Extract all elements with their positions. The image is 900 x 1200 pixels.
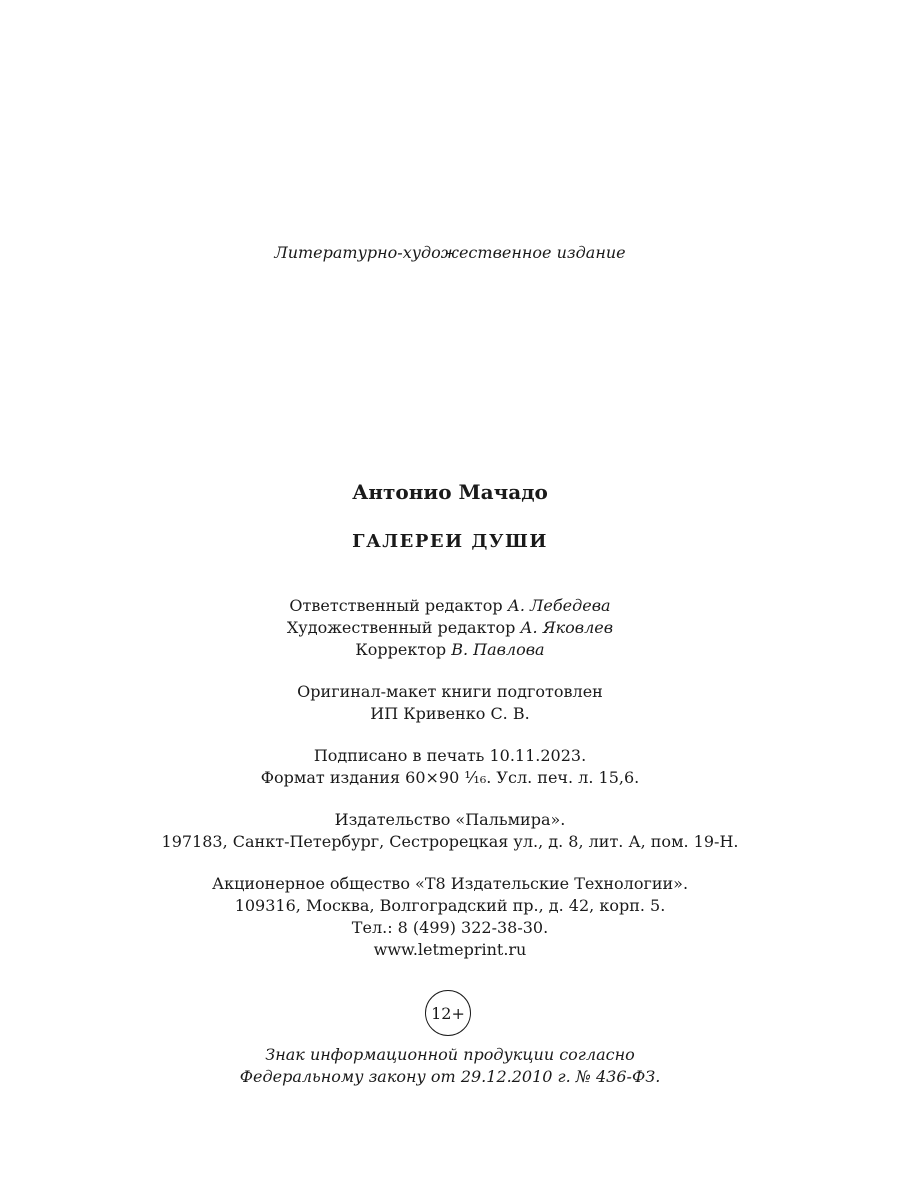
credit-line xyxy=(0,617,900,638)
credit-line xyxy=(0,595,900,616)
signed-to-print: Подписано в печать 10.11.2023. xyxy=(313,746,587,765)
credit-role: Художественный редактор xyxy=(286,618,516,637)
publisher-address: 197183, Санкт-Петербург, Сестрорецкая ул., д. 8, лит. А, пом. 19-Н. xyxy=(161,832,739,851)
printer-phone: Тел.: 8 (499) 322-38-30. xyxy=(351,918,549,937)
credit-role: Корректор xyxy=(355,640,447,659)
layout-prepared-by: ИП Кривенко С. В. xyxy=(370,704,530,723)
printer-name: Акционерное общество «Т8 Издательские Технологии». xyxy=(211,874,689,893)
printer-website: www.letmeprint.ru xyxy=(373,940,527,959)
author-name: Антонио Мачадо xyxy=(352,480,548,504)
credit-person: А. Лебедева xyxy=(507,596,611,615)
credit-line xyxy=(0,639,900,660)
layout-prepared-line: Оригинал-макет книги подготовлен xyxy=(297,682,603,701)
age-rating-badge xyxy=(425,990,471,1036)
age-note-line: Федеральному закону от 29.12.2010 г. № 436-ФЗ. xyxy=(239,1067,661,1086)
edition-format: Формат издания 60×90 ¹⁄₁₆. Усл. печ. л. 15,6. xyxy=(260,768,640,787)
credit-person: А. Яковлев xyxy=(520,618,614,637)
printer-address: 109316, Москва, Волгоградский пр., д. 42, корп. 5. xyxy=(234,896,666,915)
credit-person: В. Павлова xyxy=(451,640,545,659)
book-title: ГАЛЕРЕИ ДУШИ xyxy=(352,531,548,552)
publisher-name: Издательство «Пальмира». xyxy=(334,810,566,829)
age-rating-text: 12+ xyxy=(431,1003,465,1023)
age-note-line: Знак информационной продукции согласно xyxy=(265,1045,635,1064)
credit-role: Ответственный редактор xyxy=(289,596,503,615)
genre-label: Литературно-художественное издание xyxy=(274,243,626,262)
